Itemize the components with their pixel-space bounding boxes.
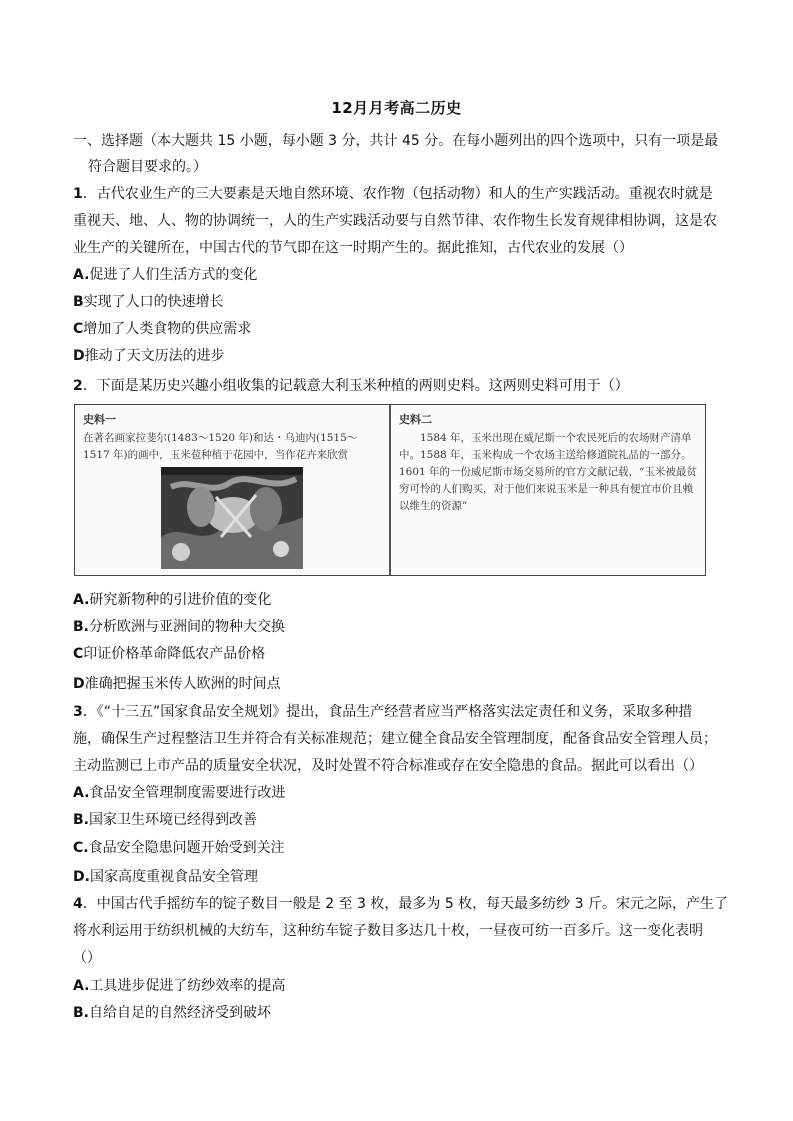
- question-1-option-c[interactable]: C增加了人类食物的供应需求: [73, 321, 252, 337]
- source-1-panel: [75, 405, 391, 575]
- source-2-heading: 史料二: [399, 413, 432, 426]
- question-3-stem-line3: 主动监测已上市产品的质量安全状况，及时处置不符合标准或存在安全隐患的食品。据此可以看出（）: [73, 758, 703, 774]
- question-3-stem-line2: 施，确保生产过程整洁卫生并符合有关标准规范；建立健全食品安全管理制度，配备食品安全管理人员；: [73, 731, 717, 747]
- question-number: 3: [73, 704, 83, 720]
- page-title: 12月月考高二历史: [331, 99, 462, 117]
- question-1-option-a[interactable]: A.促进了人们生活方式的变化: [73, 267, 258, 283]
- option-letter: C: [73, 646, 84, 662]
- section-instructions-line2: 符合题目要求的。）: [88, 159, 207, 175]
- option-letter: A.: [73, 785, 90, 801]
- question-1-option-b[interactable]: B实现了人口的快速增长: [73, 294, 224, 310]
- question-1-option-d[interactable]: D推动了天文历法的进步: [73, 348, 225, 364]
- historical-sources-table: [74, 404, 706, 576]
- source-2-panel: [391, 405, 705, 575]
- option-letter: D.: [73, 869, 90, 885]
- source-2-text: 1584 年，玉米出现在威尼斯一个农民死后的农场财产清单中。1588 年，玉米构成一个农场主送给修道院礼品的一部分。1601 年的一份威尼斯市场交易所的官方文献记载，“玉米被最贫穷可怜的人们购买，对于他们来说玉米是一种具有便宜市价且赖以维生的资源”: [399, 432, 697, 512]
- option-letter: C.: [73, 840, 89, 856]
- question-2-option-c[interactable]: C印证价格革命降低农产品价格: [73, 646, 266, 662]
- option-letter: A.: [73, 978, 90, 994]
- question-number: 1: [73, 186, 83, 202]
- option-letter: A.: [73, 592, 90, 608]
- option-letter: B.: [73, 1005, 89, 1021]
- question-2-option-d[interactable]: D准确把握玉米传人欧洲的时间点: [73, 676, 281, 692]
- question-4-stem-line3: （）: [73, 950, 101, 966]
- question-3-option-a[interactable]: A.食品安全管理制度需要进行改进: [73, 785, 286, 801]
- question-4-stem-line1: 4．中国古代手摇纺车的锭子数目一般是 2 至 3 枚，最多为 5 枚，每天最多纺纱 3 斤。宋元之际，产生了: [73, 896, 728, 912]
- question-3-option-c[interactable]: C.食品安全隐患问题开始受到关注: [73, 840, 285, 856]
- question-4-option-a[interactable]: A.工具进步促进了纺纱效率的提高: [73, 978, 286, 994]
- source-1-heading: 史料一: [83, 413, 116, 426]
- question-4-option-b[interactable]: B.自给自足的自然经济受到破坏: [73, 1005, 271, 1021]
- painting-illustration: [161, 467, 303, 569]
- source-1-text: 在著名画家拉斐尔(1483～1520 年)和达・乌迪内(1515～1517 年)的画中，玉米苞种植于花园中，当作花卉来欣赏: [83, 432, 358, 461]
- question-3-option-d[interactable]: D.国家高度重视食品安全管理: [73, 869, 258, 885]
- question-number: 2: [73, 378, 83, 394]
- option-letter: D: [73, 348, 85, 364]
- option-letter: B.: [73, 619, 89, 635]
- question-4-stem-line2: 将水利运用于纺织机械的大纺车，这种纺车锭子数目多达几十枚，一昼夜可纺一百多斤。这一变化表明: [73, 923, 703, 939]
- question-2-option-b[interactable]: B.分析欧洲与亚洲间的物种大交换: [73, 619, 285, 635]
- section-instructions-line1: 一、选择题（本大题共 15 小题，每小题 3 分，共计 45 分。在每小题列出的四个选项中，只有一项是最: [73, 133, 719, 149]
- option-letter: B: [73, 294, 84, 310]
- question-3-option-b[interactable]: B.国家卫生环境已经得到改善: [73, 812, 257, 828]
- option-letter: C: [73, 321, 84, 337]
- option-letter: A.: [73, 267, 90, 283]
- option-letter: B.: [73, 812, 89, 828]
- question-1-stem-line3: 业生产的关键所在，中国古代的节气即在这一时期产生的。据此推知，古代农业的发展（）: [73, 240, 633, 256]
- option-letter: D: [73, 676, 85, 692]
- question-number: 4: [73, 896, 83, 912]
- painting-image: [161, 467, 303, 569]
- question-2-option-a[interactable]: A.研究新物种的引进价值的变化: [73, 592, 272, 608]
- question-1-stem-line1: 1．古代农业生产的三大要素是天地自然环境、农作物（包括动物）和人的生产实践活动。重视农时就是: [73, 186, 713, 202]
- question-1-stem-line2: 重视天、地、人、物的协调统一，人的生产实践活动要与自然节律、农作物生长发育规律相协调，这是农: [73, 213, 717, 229]
- question-2-stem: 2．下面是某历史兴趣小组收集的记载意大利玉米种植的两则史料。这两则史料可用于（）: [73, 378, 629, 394]
- question-3-stem-line1: 3．《“十三五”国家食品安全规划》提出，食品生产经营者应当严格落实法定责任和义务，采取多种措: [73, 704, 693, 720]
